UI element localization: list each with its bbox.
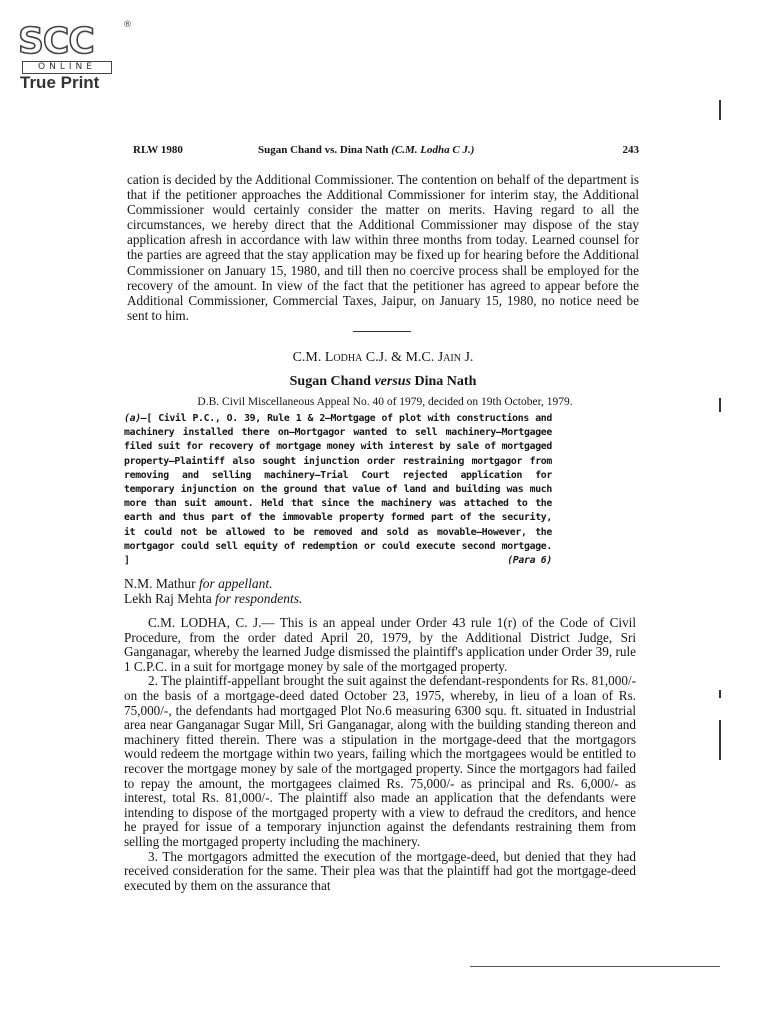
party-respondent: Dina Nath	[414, 374, 477, 389]
running-title-parties: Sugan Chand vs. Dina Nath	[258, 144, 389, 156]
scc-online-logo	[18, 20, 132, 94]
headnote-para-ref: (Para 6)	[507, 555, 552, 567]
bench-line: C.M. Lodha C.J. & M.C. Jain J.	[292, 350, 474, 365]
headnote-text: [ Civil P.C., O. 39, Rule 1 & 2—Mortgage of plot with constructions and machinery installed there on—Mortgagor wanted to sell machinery—Mortgagee filed suit for recovery of mortgage money with interest by sale of mortgaged property—Plaintiff also sought injunction order restraining mortgagor from removing and selling machinery—Trial Court rejected application for temporary injunction on the ground that value of land and building was much more than suit amount. Held that since the machinery was attached to the earth and thus part of the immovable property formed part of the security, it could not be allowed to be removed and sold as movable—However, the mortgagor could sell equity of redemption or could execute second mortgage. ]	[124, 413, 552, 567]
party-appellant: Sugan Chand	[289, 374, 371, 389]
judgment-paragraph-1: C.M. LODHA, C. J.— This is an appeal under Order 43 rule 1(r) of the Code of Civil Procedure, from the order dated April 20, 1979, by the Additional District Judge, Sri Ganganagar, whereby the learned Judge dismissed the plaintiff's application under Order 39, rule 1 C.P.C. in a suit for mortgage money by sale of the mortgaged property.	[124, 615, 636, 674]
headnote	[124, 412, 552, 568]
logo-online-box: ONLINE	[22, 61, 112, 74]
scan-mark	[719, 720, 721, 760]
case-title	[127, 374, 639, 390]
versus-word: versus	[374, 374, 412, 389]
scan-mark	[719, 398, 721, 412]
logo-true-print: True Print	[20, 73, 100, 92]
counsel-role: for appellant.	[199, 576, 273, 591]
counsel-appellant	[124, 576, 273, 591]
counsel-name: Lekh Raj Mehta	[124, 591, 212, 606]
running-header	[133, 144, 639, 160]
scan-mark	[719, 690, 721, 698]
logo-brand: SCC	[18, 21, 94, 62]
page-number: 243	[622, 144, 639, 156]
section-divider	[353, 331, 411, 332]
judgment-paragraph-2: 2. The plaintiff-appellant brought the suit against the defendant-respondents for Rs. 81,000/- on the basis of a mortgage-deed dated October 23, 1975, whereby, in lieu of a loan of Rs. 75,000/-, the defendants had mortgaged Plot No.6 measuring 6300 squ. ft. situated in Industrial area near Ganganagar Sugar Mill, Sri Ganganagar, along with the building standing thereon and machinery fitted therein. There was a stipulation in the mortgage-deed that the mortgagors would redeem the mortgage within two years, failing which the mortgagees would be entitled to recover the mortgage money by sale of the mortgaged property. Since the mortgagors had failed to repay the amount, the mortgagees claimed Rs. 75,000/- as principal and Rs. 6,000/- as interest, total Rs. 81,000/-. The plaintiff also made an application that the defendants were intending to dispose of the mortgaged property with a view to defraud the creditors, and hence he prayed for issue of a temporary injunction against the defendants restraining them from selling the mortgaged property including the machinery.	[124, 673, 636, 849]
continuation-text	[127, 172, 639, 323]
registered-mark: ®	[123, 20, 132, 30]
continuation-paragraph: cation is decided by the Additional Commissioner. The contention on behalf of the department is that if the petitioner approaches the Additional Commissioner for interim stay, the Additional Commissioner would certainly consider the matter on merits. Having regard to all the circumstances, we hereby direct that the Additional Commissioner may dispose of the stay application afresh in accordance with law within three months from today. Learned counsel for the parties are agreed that the stay application may be fixed up for hearing before the Additional Commissioner on January 15, 1980, and till then no coercive process shall be employed for the recovery of the amount. In view of the fact that the petitioner has agreed to appear before the Additional Commissioner, Commercial Taxes, Jaipur, on January 15, 1980, no notice need be sent to him.	[127, 172, 639, 323]
counsel-name: N.M. Mathur	[124, 576, 196, 591]
headnote-marker: (a)—	[124, 413, 147, 424]
judgment-body	[124, 616, 636, 893]
judgment-paragraph-3: 3. The mortgagors admitted the execution of the mortgage-deed, but denied that they had received consideration for the same. Their plea was that the plaintiff had got the mortgage-deed executed by them on the assurance that	[124, 848, 636, 893]
scan-bottom-line	[470, 966, 720, 967]
counsel-respondents	[124, 591, 302, 606]
appeal-line: D.B. Civil Miscellaneous Appeal No. 40 of 1979, decided on 19th October, 1979.	[197, 396, 573, 408]
running-title-judge: (C.M. Lodha C J.)	[391, 144, 475, 156]
running-title	[258, 144, 474, 156]
report-citation: RLW 1980	[133, 144, 183, 156]
counsel-role: for respondents.	[215, 591, 303, 606]
scan-mark	[719, 100, 721, 120]
